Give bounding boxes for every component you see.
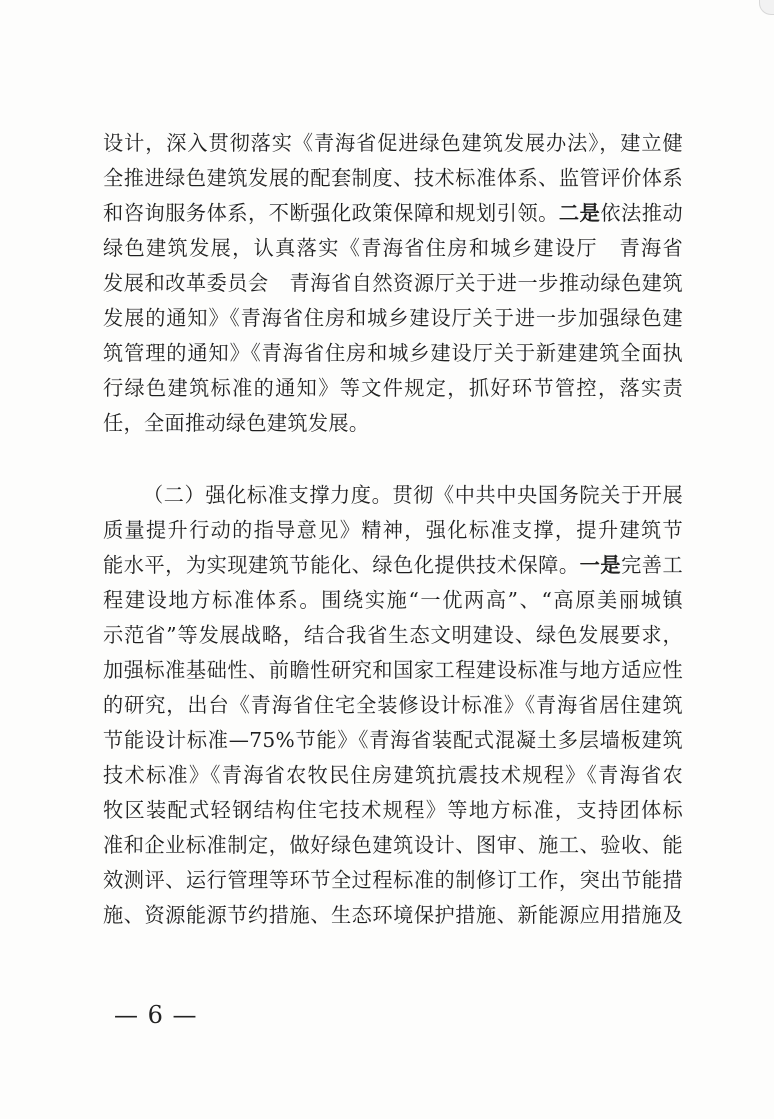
text-line: 任，全面推动绿色建筑发展。 bbox=[103, 411, 370, 435]
text-line: 准和企业标准制定，做好绿色建筑设计、图审、施工、验收、能 bbox=[103, 833, 683, 857]
text-line: 质量提升行动的指导意见》精神，强化标准支撑，提升建筑节 bbox=[103, 518, 683, 542]
text-segment: 和咨询服务体系，不断强化政策保障和规划引领。 bbox=[103, 201, 559, 225]
text-line: 技术标准》《青海省农牧民住房建筑抗震技术规程》《青海省农 bbox=[103, 763, 683, 787]
text-line: 牧区装配式轻钢结构住宅技术规程》等地方标准，支持团体标 bbox=[103, 798, 683, 822]
text-segment: 贯彻《中共中央国务院关于开展 bbox=[392, 483, 684, 507]
text-segment: 能水平，为实现建筑节能化、绿色化提供技术保障。 bbox=[103, 553, 580, 577]
text-line: 加强标准基础性、前瞻性研究和国家工程建设标准与地方适应性 bbox=[103, 658, 683, 682]
text-line: 的研究，出台《青海省住宅全装修设计标准》《青海省居住建筑 bbox=[103, 693, 683, 717]
text-line: 发展的通知》《青海省住房和城乡建设厅关于进一步加强绿色建 bbox=[103, 306, 683, 330]
text-line bbox=[103, 548, 683, 583]
text-line: 程建设地方标准体系。围绕实施“一优两高”、“高原美丽城镇 bbox=[103, 588, 683, 612]
text-line: 施、资源能源节约措施、生态环境保护措施、新能源应用措施及 bbox=[103, 903, 683, 927]
paragraph-standard-support bbox=[103, 478, 683, 933]
text-segment: 依法推动 bbox=[600, 201, 683, 225]
text-line: 效测评、运行管理等环节全过程标准的制修订工作，突出节能措 bbox=[103, 868, 683, 892]
section-heading: （二）强化标准支撑力度。 bbox=[143, 483, 393, 507]
text-line: 绿色建筑发展，认真落实《青海省住房和城乡建设厅 青海省 bbox=[103, 236, 683, 260]
page-number: — 6 — bbox=[114, 1001, 198, 1029]
bold-marker-second-point: 二是 bbox=[558, 201, 601, 225]
paragraph-green-building-policy bbox=[103, 126, 683, 441]
text-line: 节能设计标准—75%节能》《青海省装配式混凝土多层墙板建筑 bbox=[103, 728, 683, 752]
text-line: 示范省”等发展战略，结合我省生态文明建设、绿色发展要求， bbox=[103, 623, 683, 647]
text-line: 设计，深入贯彻落实《青海省促进绿色建筑发展办法》，建立健 bbox=[103, 131, 683, 155]
text-line bbox=[103, 196, 683, 231]
text-line: 发展和改革委员会 青海省自然资源厅关于进一步推动绿色建筑 bbox=[103, 271, 683, 295]
bold-marker-first-point: 一是 bbox=[579, 553, 622, 577]
text-line: 行绿色建筑标准的通知》等文件规定，抓好环节管控，落实责 bbox=[103, 376, 683, 400]
page-corner-mark bbox=[759, 0, 774, 15]
text-line: 筑管理的通知》《青海省住房和城乡建设厅关于新建建筑全面执 bbox=[103, 341, 683, 365]
text-segment: 完善工 bbox=[621, 553, 683, 577]
section-heading-line bbox=[103, 478, 683, 513]
text-line: 全推进绿色建筑发展的配套制度、技术标准体系、监管评价体系 bbox=[103, 166, 683, 190]
